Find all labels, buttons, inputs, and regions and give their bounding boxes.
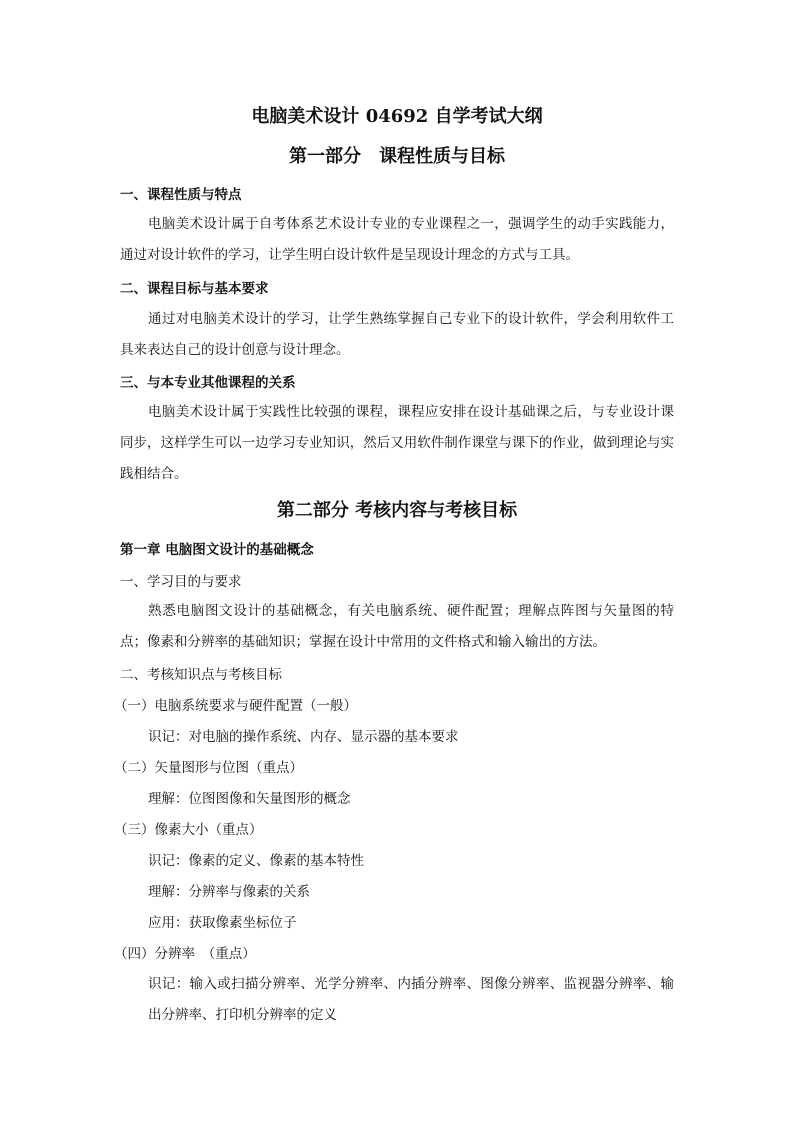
topic-item: 理解：位图图像和矢量图形的概念 xyxy=(148,791,351,807)
topic-heading-pixel-size: （三）像素大小（重点） xyxy=(114,822,263,838)
part1-heading: 第一部分 课程性质与目标 xyxy=(289,146,505,167)
topic-heading-resolution: （四）分辨率 （重点） xyxy=(114,946,256,962)
document-title: 电脑美术设计 04692 自学考试大纲 xyxy=(251,106,543,127)
section-body-goals: 通过对电脑美术设计的学习，让学生熟练掌握自己专业下的设计软件，学会利用软件工具来表达自己的设计创意与设计理念。 xyxy=(120,311,674,358)
topic-item: 理解：分辨率与像素的关系 xyxy=(148,884,310,900)
section-heading-goals: 二、课程目标与基本要求 xyxy=(120,281,269,297)
section-heading-nature: 一、课程性质与特点 xyxy=(120,187,242,203)
topic-item: 应用：获取像素坐标位子 xyxy=(148,915,297,931)
chapter1-heading: 第一章 电脑图文设计的基础概念 xyxy=(120,542,314,558)
knowledge-heading: 二、考核知识点与考核目标 xyxy=(120,667,282,683)
section-body-nature: 电脑美术设计属于自考体系艺术设计专业的专业课程之一，强调学生的动手实践能力，通过对设计软件的学习，让学生明白设计软件是呈现设计理念的方式与工具。 xyxy=(120,216,674,263)
objectives-body: 熟悉电脑图文设计的基础概念，有关电脑系统、硬件配置；理解点阵图与矢量图的特点；像素和分辨率的基础知识；掌握在设计中常用的文件格式和输入输出的方法。 xyxy=(120,603,674,650)
topic-item: 识记：输入或扫描分辨率、光学分辨率、内插分辨率、图像分辨率、监视器分辨率、输出分辨率、打印机分辨率的定义 xyxy=(148,976,674,1023)
topic-heading-vector-bitmap: （二）矢量图形与位图（重点） xyxy=(114,760,303,776)
topic-item: 识记：像素的定义、像素的基本特性 xyxy=(148,853,364,869)
topic-heading-hardware: （一）电脑系统要求与硬件配置（一般） xyxy=(114,698,357,714)
part2-heading: 第二部分 考核内容与考核目标 xyxy=(276,500,518,521)
topic-item: 识记：对电脑的操作系统、内存、显示器的基本要求 xyxy=(148,729,459,745)
section-heading-relations: 三、与本专业其他课程的关系 xyxy=(120,375,296,391)
objectives-heading: 一、学习目的与要求 xyxy=(120,574,242,590)
section-body-relations: 电脑美术设计属于实践性比较强的课程，课程应安排在设计基础课之后，与专业设计课同步，这样学生可以一边学习专业知识，然后又用软件制作课堂与课下的作业，做到理论与实践相结合。 xyxy=(120,404,674,482)
